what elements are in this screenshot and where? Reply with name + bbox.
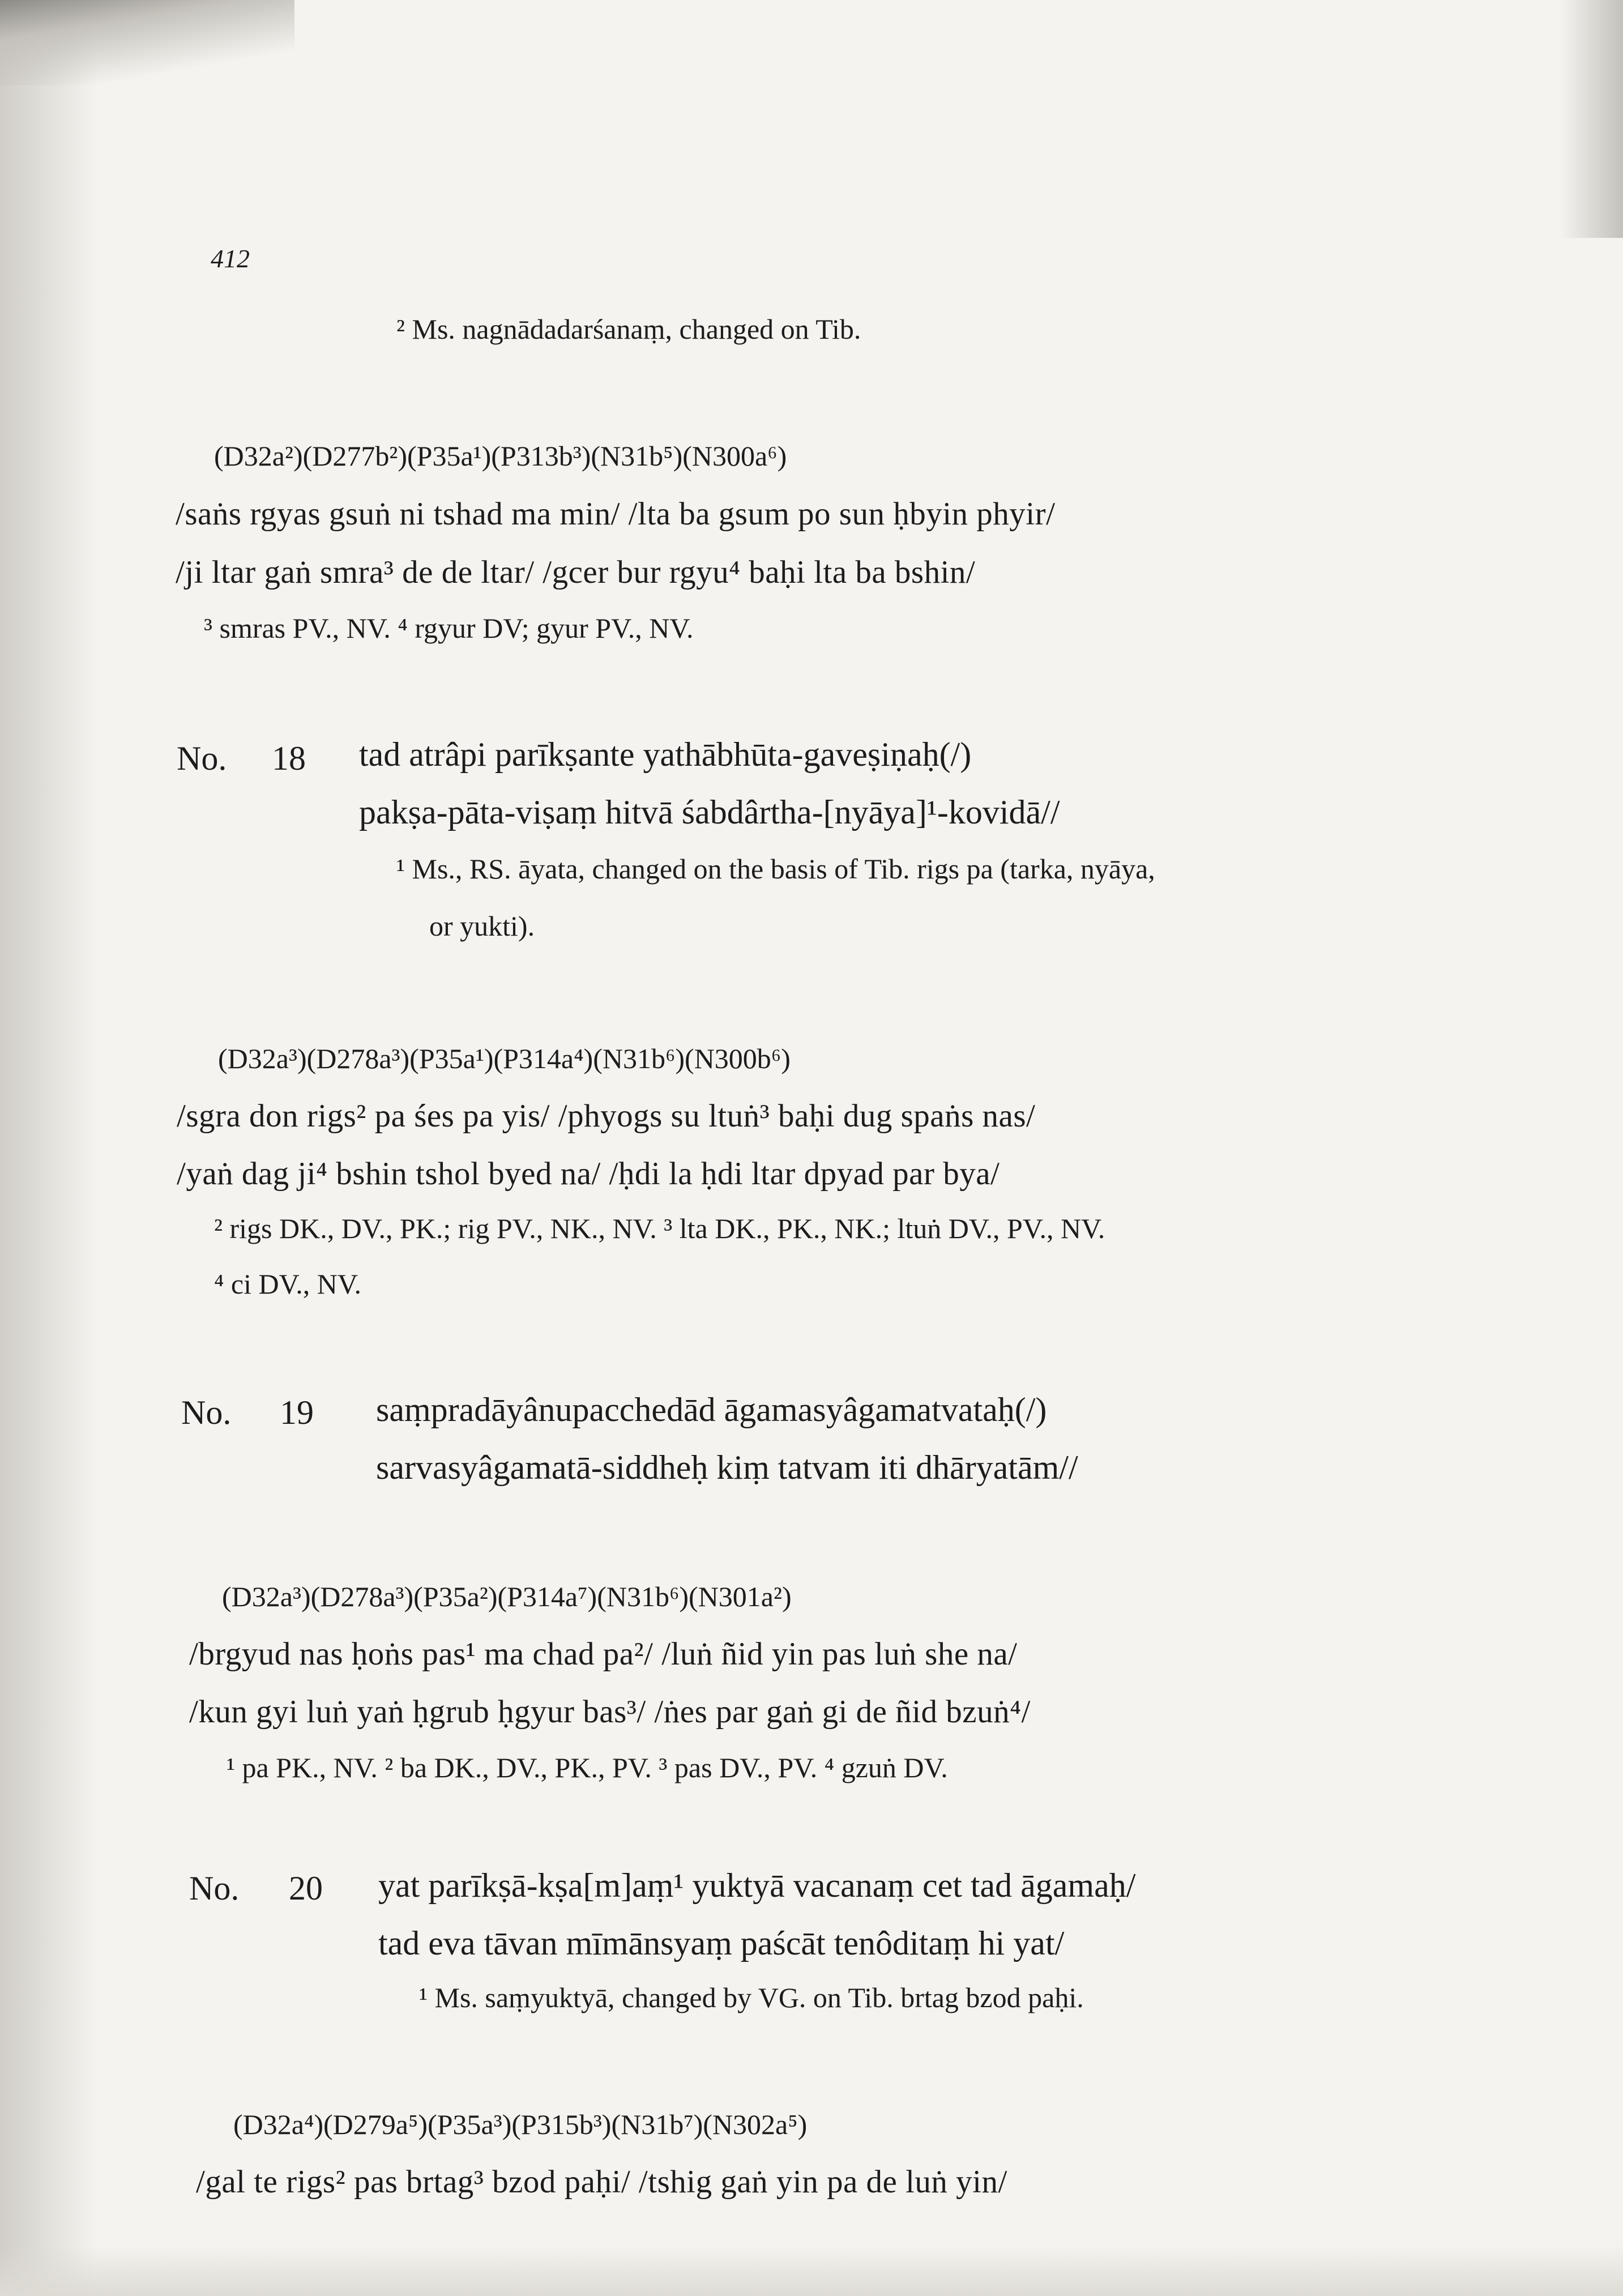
- footnote-line: ³ smras PV., NV. ⁴ rgyur DV; gyur PV., NV.: [204, 612, 694, 644]
- tibetan-line: /saṅs rgyas gsuṅ ni tshad ma min/ /lta ba gsum po sun ḥbyin phyir/: [176, 496, 1056, 532]
- sanskrit-line: tad atrâpi parīkṣante yathābhūta-gaveṣiṇaḥ(/): [359, 736, 972, 773]
- sanskrit-line: pakṣa-pāta-viṣaṃ hitvā śabdârtha-[nyāya]¹-kovidā//: [359, 793, 1060, 831]
- tibetan-line: /kun gyi luṅ yaṅ ḥgrub ḥgyur bas³/ /ṅes par gaṅ gi de ñid bzuṅ⁴/: [189, 1694, 1031, 1730]
- footnote-line: ² rigs DK., DV., PK.; rig PV., NK., NV. ³ lta DK., PK., NK.; ltuṅ DV., PV., NV.: [214, 1213, 1105, 1244]
- sanskrit-line: tad eva tāvan mīmānsyaṃ paścāt tenôditaṃ hi yat/: [378, 1924, 1065, 1962]
- sanskrit-line: sarvasyâgamatā-siddheḥ kiṃ tatvam iti dhāryatām//: [376, 1449, 1078, 1486]
- footnote-line: ¹ Ms., RS. āyata, changed on the basis of Tib. rigs pa (tarka, nyāya,: [396, 853, 1155, 885]
- verse-number: 20: [289, 1870, 323, 1907]
- footnote-line: ⁴ ci DV., NV.: [214, 1268, 362, 1300]
- scan-shadow-bottom: [0, 2245, 1623, 2296]
- footnote-line: or yukti).: [429, 910, 535, 942]
- tibetan-line: /sgra don rigs² pa śes pa yis/ /phyogs su ltuṅ³ baḥi dug spaṅs nas/: [177, 1098, 1036, 1134]
- scan-shadow-left: [0, 0, 96, 2296]
- scan-shadow-right: [1561, 0, 1623, 238]
- footnote-top: ² Ms. nagnādadarśanaṃ, changed on Tib.: [396, 313, 861, 345]
- footnote-line: ¹ pa PK., NV. ² ba DK., DV., PK., PV. ³ pas DV., PV. ⁴ gzuṅ DV.: [227, 1752, 948, 1783]
- page-number: 412: [211, 244, 250, 273]
- tibetan-line: /ji ltar gaṅ smra³ de de ltar/ /gcer bur rgyu⁴ baḥi lta ba bshin/: [176, 554, 976, 590]
- tibetan-line: /brgyud nas ḥoṅs pas¹ ma chad pa²/ /luṅ ñid yin pas luṅ she na/: [189, 1636, 1018, 1672]
- sanskrit-line: saṃpradāyânupacchedād āgamasyâgamatvataḥ(/): [376, 1391, 1047, 1428]
- verse-label: No.: [189, 1870, 240, 1907]
- sigla-line: (D32a⁴)(D279a⁵)(P35a³)(P315b³)(N31b⁷)(N302a⁵): [233, 2109, 808, 2140]
- verse-label: No.: [181, 1394, 232, 1431]
- verse-number: 19: [280, 1394, 314, 1431]
- footnote-line: ¹ Ms. saṃyuktyā, changed by VG. on Tib. brtag bzod paḥi.: [419, 1982, 1084, 2013]
- verse-label: No.: [177, 740, 227, 777]
- verse-number: 18: [272, 740, 306, 777]
- scan-shadow-corner: [0, 0, 294, 85]
- sanskrit-line: yat parīkṣā-kṣa[m]aṃ¹ yuktyā vacanaṃ cet tad āgamaḥ/: [378, 1867, 1136, 1904]
- tibetan-line: /yaṅ dag ji⁴ bshin tshol byed na/ /ḥdi la ḥdi ltar dpyad par bya/: [177, 1156, 1000, 1192]
- sigla-line: (D32a³)(D278a³)(P35a²)(P314a⁷)(N31b⁶)(N301a²): [222, 1581, 792, 1612]
- sigla-line: (D32a²)(D277b²)(P35a¹)(P313b³)(N31b⁵)(N300a⁶): [214, 440, 787, 472]
- tibetan-line: /gal te rigs² pas brtag³ bzod paḥi/ /tshig gaṅ yin pa de luṅ yin/: [196, 2164, 1007, 2200]
- sigla-line: (D32a³)(D278a³)(P35a¹)(P314a⁴)(N31b⁶)(N300b⁶): [218, 1043, 791, 1074]
